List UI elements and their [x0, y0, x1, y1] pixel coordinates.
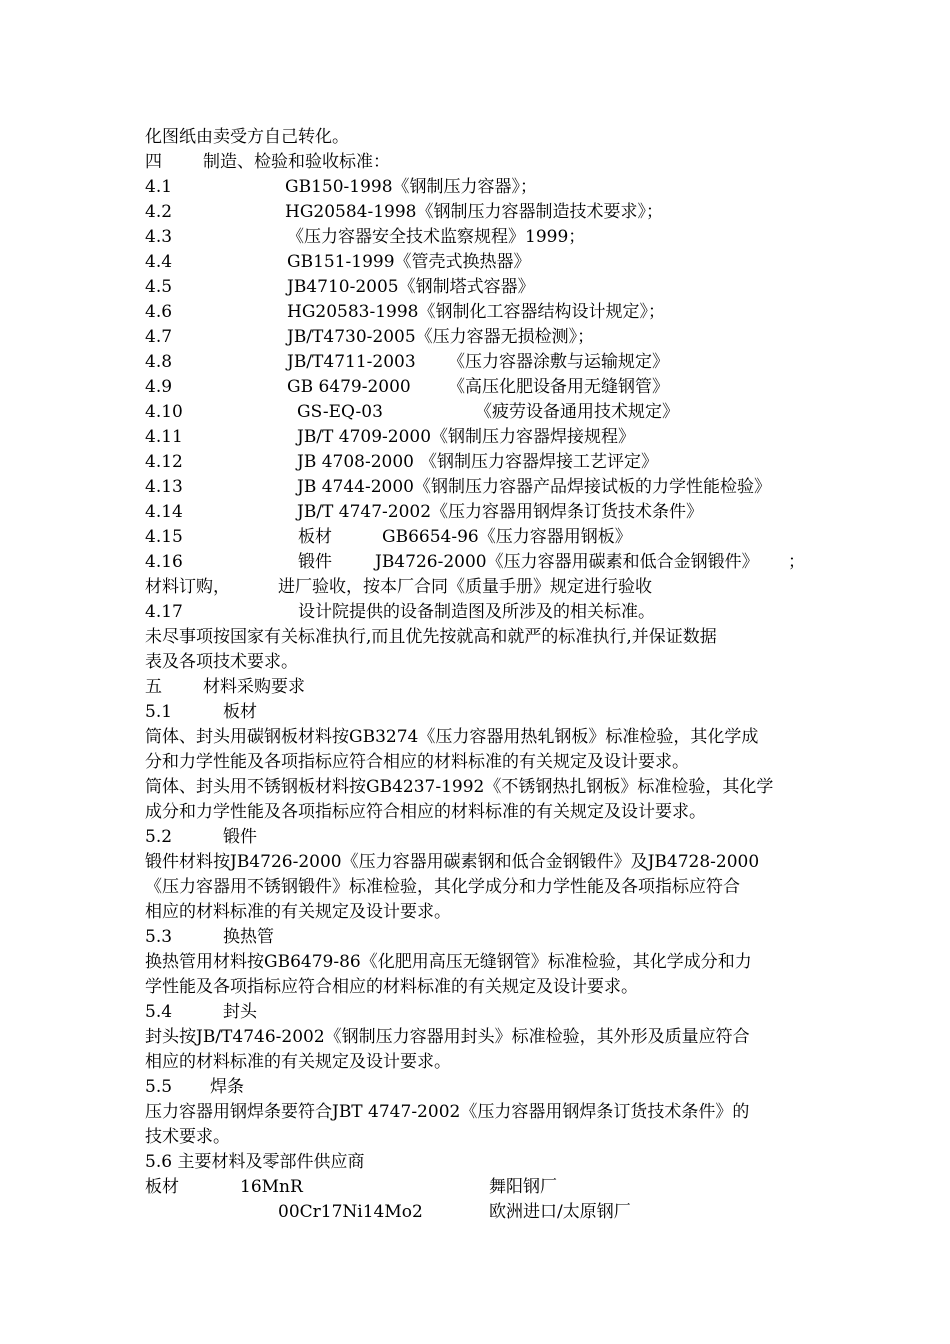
paragraph-line: 锻件材料按JB4726-2000《压力容器用碳素钢和低合金钢锻件》及JB4728-2000 — [145, 852, 760, 872]
intro-tail: 化图纸由卖受方自己转化。 — [145, 127, 349, 147]
item-text: JB 4744-2000《钢制压力容器产品焊接试板的力学性能检验》 — [297, 477, 771, 497]
subsection-heading: 5.6 主要材料及零部件供应商 — [145, 1152, 365, 1172]
item-label: 板材 — [298, 527, 332, 547]
item-title: 《压力容器涂敷与运输规定》 — [448, 352, 669, 372]
item-code: GS-EQ-03 — [297, 402, 383, 422]
item-code: GB 6479-2000 — [287, 377, 411, 397]
item-number: 4.6 — [145, 302, 173, 322]
note-line: 未尽事项按国家有关标准执行,而且优先按就高和就严的标准执行,并保证数据 — [145, 627, 717, 647]
subsection-title: 封头 — [223, 1002, 257, 1022]
paragraph-line: 筒体、封头用碳钢板材料按GB3274《压力容器用热轧钢板》标准检验，其化学成 — [145, 727, 759, 747]
item-text: GB6654-96《压力容器用钢板》 — [382, 527, 632, 547]
subsection-title: 换热管 — [223, 927, 274, 947]
item-text: GB150-1998《钢制压力容器》； — [285, 177, 538, 197]
item-text: JB4710-2005《钢制塔式容器》 — [287, 277, 535, 297]
item-text: 设计院提供的设备制造图及所涉及的相关标准。 — [298, 602, 655, 622]
paragraph-line: 筒体、封头用不锈钢板材料按GB4237-1992《不锈钢热扎钢板》标准检验，其化学 — [145, 777, 774, 797]
item-number: 4.12 — [145, 452, 183, 472]
section-title: 制造、检验和验收标准： — [203, 152, 390, 172]
subsection-title: 锻件 — [223, 827, 257, 847]
item-text: JB/T 4747-2002《压力容器用钢焊条订货技术条件》 — [297, 502, 704, 522]
supplier-material: 16MnR — [240, 1177, 303, 1197]
paragraph-line: 分和力学性能及各项指标应符合相应的材料标准的有关规定及设计要求。 — [145, 752, 689, 772]
item-title: 《钢制压力容器焊接工艺评定》 — [420, 452, 658, 472]
item-number: 4.14 — [145, 502, 183, 522]
item-number: 4.2 — [145, 202, 173, 222]
item-title: 《高压化肥设备用无缝钢管》 — [448, 377, 669, 397]
item-number: 4.5 — [145, 277, 173, 297]
paragraph-line: 封头按JB/T4746-2002《钢制压力容器用封头》标准检验，其外形及质量应符合 — [145, 1027, 750, 1047]
item-tail: ； — [788, 552, 805, 572]
item-number: 4.11 — [145, 427, 183, 447]
section-title: 材料采购要求 — [203, 677, 305, 697]
paragraph-line: 换热管用材料按GB6479-86《化肥用高压无缝钢管》标准检验，其化学成分和力 — [145, 952, 752, 972]
material-order-text: 进厂验收，按本厂合同《质量手册》规定进行验收 — [278, 577, 652, 597]
item-text: JB/T4730-2005《压力容器无损检测》； — [287, 327, 595, 347]
item-text: JB4726-2000《压力容器用碳素和低合金钢锻件》 — [375, 552, 759, 572]
supplier-name: 欧洲进口/太原钢厂 — [489, 1202, 631, 1222]
item-number: 4.17 — [145, 602, 183, 622]
note-line: 表及各项技术要求。 — [145, 652, 298, 672]
paragraph-line: 《压力容器用不锈钢锻件》标准检验，其化学成分和力学性能及各项指标应符合 — [145, 877, 740, 897]
item-label: 锻件 — [298, 552, 332, 572]
subsection-number: 5.3 — [145, 927, 173, 947]
item-code: JB 4708-2000 — [297, 452, 414, 472]
item-text: HG20583-1998《钢制化工容器结构设计规定》； — [287, 302, 665, 322]
paragraph-line: 学性能及各项指标应符合相应的材料标准的有关规定及设计要求。 — [145, 977, 638, 997]
item-title: 《疲劳设备通用技术规定》 — [475, 402, 679, 422]
item-number: 4.7 — [145, 327, 173, 347]
subsection-number: 5.4 — [145, 1002, 173, 1022]
item-text: JB/T 4709-2000《钢制压力容器焊接规程》 — [297, 427, 636, 447]
item-number: 4.4 — [145, 252, 173, 272]
item-text: GB151-1999《管壳式换热器》 — [287, 252, 531, 272]
item-text: 《压力容器安全技术监察规程》1999； — [287, 227, 586, 247]
supplier-name: 舞阳钢厂 — [489, 1177, 557, 1197]
supplier-category: 板材 — [145, 1177, 179, 1197]
subsection-title: 板材 — [223, 702, 257, 722]
item-text: HG20584-1998《钢制压力容器制造技术要求》； — [285, 202, 663, 222]
item-number: 4.10 — [145, 402, 183, 422]
item-code: JB/T4711-2003 — [287, 352, 416, 372]
subsection-number: 5.5 — [145, 1077, 173, 1097]
paragraph-line: 技术要求。 — [145, 1127, 230, 1147]
item-number: 4.1 — [145, 177, 173, 197]
item-number: 4.16 — [145, 552, 183, 572]
paragraph-line: 压力容器用钢焊条要符合JBT 4747-2002《压力容器用钢焊条订货技术条件》的 — [145, 1102, 750, 1122]
subsection-title: 焊条 — [210, 1077, 244, 1097]
paragraph-line: 成分和力学性能及各项指标应符合相应的材料标准的有关规定及设计要求。 — [145, 802, 706, 822]
section-number: 五 — [145, 677, 162, 697]
material-order-label: 材料订购， — [145, 577, 230, 597]
subsection-number: 5.1 — [145, 702, 173, 722]
paragraph-line: 相应的材料标准的有关规定及设计要求。 — [145, 1052, 451, 1072]
item-number: 4.3 — [145, 227, 173, 247]
item-number: 4.15 — [145, 527, 183, 547]
item-number: 4.9 — [145, 377, 173, 397]
item-number: 4.8 — [145, 352, 173, 372]
supplier-material: 00Cr17Ni14Mo2 — [278, 1202, 423, 1222]
section-number: 四 — [145, 152, 162, 172]
item-number: 4.13 — [145, 477, 183, 497]
paragraph-line: 相应的材料标准的有关规定及设计要求。 — [145, 902, 451, 922]
subsection-number: 5.2 — [145, 827, 173, 847]
